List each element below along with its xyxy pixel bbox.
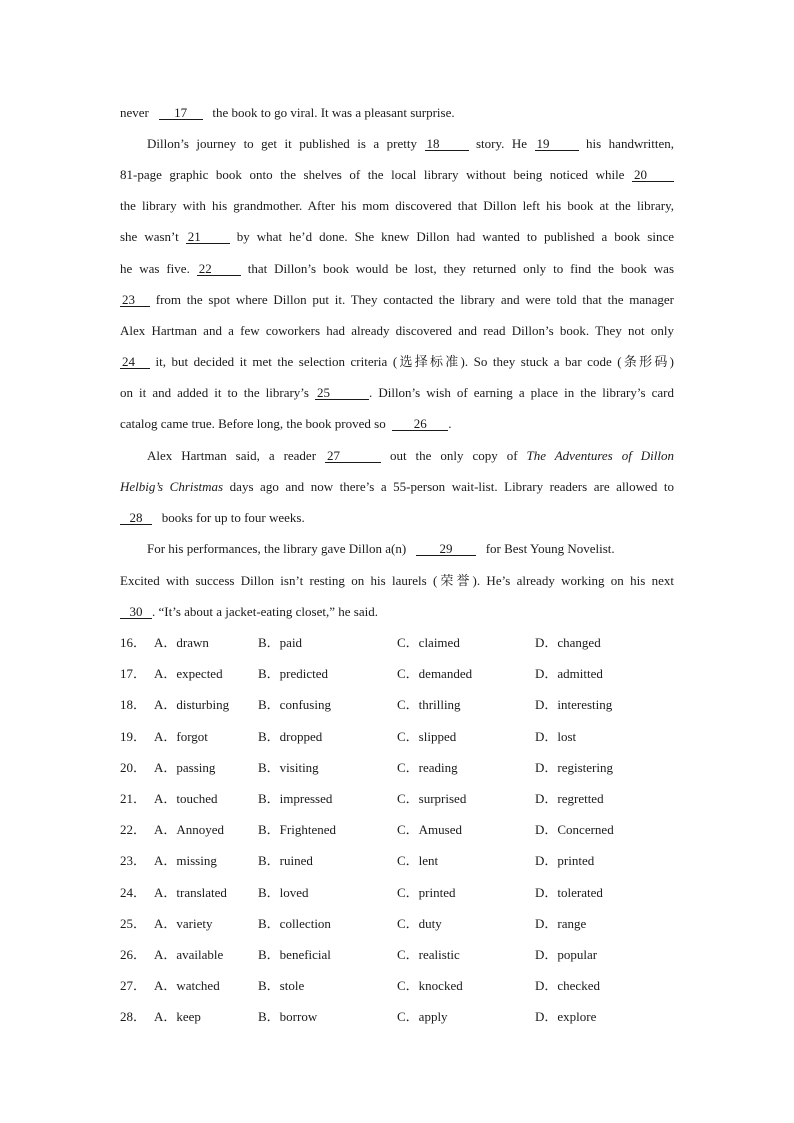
option-b[interactable]: B．ruined [258,853,313,868]
question-25: 25． A．variety B．collection C．duty D．range [120,916,587,931]
question-21: 21． A．touched B．impressed C．surprised D．regretted [120,791,604,806]
question-26: 26． A．available B．beneficial C．realistic D．popular [120,947,598,962]
option-c[interactable]: C．lent [397,853,439,868]
option-d[interactable]: D．popular [535,947,598,962]
option-c[interactable]: C．claimed [397,635,460,650]
option-b[interactable]: B．beneficial [258,947,331,962]
question-23: 23． A．missing B．ruined C．lent D．printed [120,853,595,868]
option-c[interactable]: C．surprised [397,791,467,806]
blank-23: 23 [120,293,150,307]
option-b[interactable]: B．stole [258,978,305,993]
blank-29: 29 [416,542,476,556]
option-d[interactable]: D．registering [535,760,613,775]
option-a[interactable]: A．drawn [154,635,209,650]
question-16: 16． A．drawn B．paid C．claimed D．changed [120,635,601,650]
option-d[interactable]: D．regretted [535,791,604,806]
book-title-cont: Helbig’s Christmas [120,479,224,494]
option-d[interactable]: D．printed [535,853,595,868]
question-27: 27． A．watched B．stole C．knocked D．checked [120,978,600,993]
option-b[interactable]: B．confusing [258,697,331,712]
option-a[interactable]: A．keep [154,1009,201,1024]
option-c[interactable]: C．printed [397,885,456,900]
blank-30: 30 [120,605,152,619]
option-a[interactable]: A．Annoyed [154,822,225,837]
blank-21: 21 [186,230,230,244]
option-d[interactable]: D．admitted [535,666,603,681]
blank-26: 26 [392,417,448,431]
option-d[interactable]: D．checked [535,978,600,993]
option-a[interactable]: A．variety [154,916,213,931]
passage-line-6: he was five. 22 that Dillon’s book would be lost, they returned only to find the book was [120,261,675,276]
option-b[interactable]: B．predicted [258,666,329,681]
passage-line-8: Alex Hartman and a few coworkers had already discovered and read Dillon’s book. They not only [120,323,674,338]
blank-17: 17 [159,106,203,120]
blank-24: 24 [120,355,150,369]
option-a[interactable]: A．missing [154,853,217,868]
option-a[interactable]: A．expected [154,666,223,681]
blank-22: 22 [197,262,241,276]
option-a[interactable]: A．passing [154,760,216,775]
blank-20: 20 [632,168,674,182]
option-b[interactable]: B．impressed [258,791,333,806]
passage-line-16: Excited with success Dillon isn’t resting on his laurels (荣誉). He’s already working on his next [120,573,674,588]
option-d[interactable]: D．changed [535,635,601,650]
passage-line-12: Alex Hartman said, a reader 27 out the only copy of The Adventures of Dillon [147,448,675,463]
question-24: 24． A．translated B．loved C．printed D．tolerated [120,885,603,900]
option-d[interactable]: D．tolerated [535,885,603,900]
question-18: 18． A．disturbing B．confusing C．thrilling D．interesting [120,697,613,712]
question-22: 22． A．Annoyed B．Frightened C．Amused D．Concerned [120,822,614,837]
question-28: 28． A．keep B．borrow C．apply D．explore [120,1009,597,1024]
passage-line-13: Helbig’s Christmas days ago and now there’s a 55-person wait-list. Library readers are allowed to [120,479,674,494]
passage-line-3: 81-page graphic book onto the shelves of the local library without being noticed while 20 [120,167,674,183]
option-d[interactable]: D．Concerned [535,822,614,837]
passage-line-2: Dillon’s journey to get it published is a pretty 18 story. He 19 his handwritten, [147,136,675,151]
blank-19: 19 [535,137,579,151]
option-b[interactable]: B．Frightened [258,822,336,837]
option-c[interactable]: C．knocked [397,978,463,993]
option-a[interactable]: A．forgot [154,729,208,744]
option-a[interactable]: A．available [154,947,224,962]
option-c[interactable]: C．Amused [397,822,463,837]
blank-18: 18 [425,137,469,151]
option-c[interactable]: C．slipped [397,729,457,744]
passage-line-9: 24 it, but decided it met the selection criteria (选择标准). So they stuck a bar code (条形码) [122,354,674,369]
option-a[interactable]: A．watched [154,978,220,993]
option-b[interactable]: B．borrow [258,1009,318,1024]
passage-line-5: she wasn’t 21 by what he’d done. She knew Dillon had wanted to published a book since [120,229,674,244]
option-d[interactable]: D．explore [535,1009,597,1024]
option-a[interactable]: A．translated [154,885,227,900]
blank-28: 28 [120,511,152,525]
option-c[interactable]: C．demanded [397,666,473,681]
option-c[interactable]: C．thrilling [397,697,461,712]
question-17: 17． A．expected B．predicted C．demanded D．admitted [120,666,603,681]
option-b[interactable]: B．dropped [258,729,323,744]
question-19: 19． A．forgot B．dropped C．slipped D．lost [120,729,577,744]
passage-line-14: 28 books for up to four weeks. [120,510,674,526]
question-20: 20． A．passing B．visiting C．reading D．registering [120,760,613,775]
passage-line-1: never 17 the book to go viral. It was a pleasant surprise. [120,105,455,120]
option-c[interactable]: C．duty [397,916,442,931]
option-a[interactable]: A．touched [154,791,218,806]
option-b[interactable]: B．paid [258,635,303,650]
option-d[interactable]: D．interesting [535,697,613,712]
passage-line-10: on it and added it to the library’s 25 . Dillon’s wish of earning a place in the library’s card [120,385,674,400]
passage-line-4: the library with his grandmother. After his mom discovered that Dillon left his book at the library, [120,198,674,213]
option-b[interactable]: B．loved [258,885,309,900]
passage-line-17: 30 . “It’s about a jacket-eating closet,” he said. [120,604,674,620]
book-title: The Adventures of Dillon [526,448,675,463]
option-b[interactable]: B．collection [258,916,331,931]
option-d[interactable]: D．range [535,916,587,931]
option-c[interactable]: C．reading [397,760,458,775]
passage-line-15: For his performances, the library gave Dillon a(n) 29 for Best Young Novelist. [147,541,615,556]
option-a[interactable]: A．disturbing [154,697,230,712]
passage-line-11: catalog came true. Before long, the book proved so 26 . [120,416,452,431]
option-c[interactable]: C．realistic [397,947,460,962]
passage-line-7: 23 from the spot where Dillon put it. They contacted the library and were told that the manager [122,292,674,307]
option-b[interactable]: B．visiting [258,760,319,775]
blank-25: 25 [315,386,369,400]
option-d[interactable]: D．lost [535,729,577,744]
blank-27: 27 [325,449,381,463]
option-c[interactable]: C．apply [397,1009,448,1024]
